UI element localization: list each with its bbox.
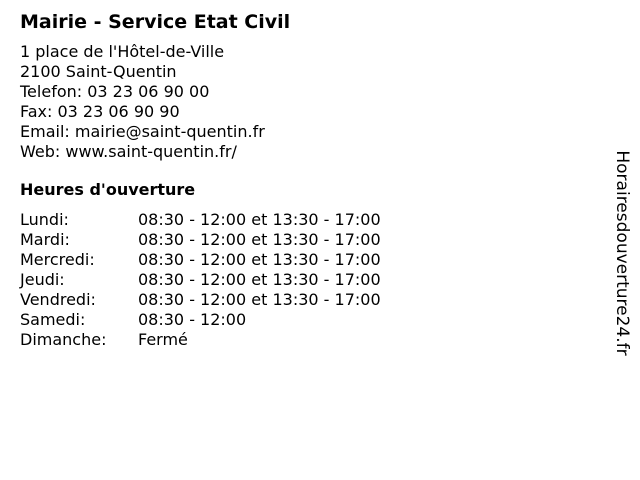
hours-row-saturday <box>20 310 580 330</box>
office-card <box>20 10 580 350</box>
hours-row-thursday <box>20 270 580 290</box>
day-hours: 08:30 - 12:00 et 13:30 - 17:00 <box>138 210 381 229</box>
hours-row-tuesday <box>20 230 580 250</box>
city-address: 2100 Saint-Quentin <box>20 62 177 81</box>
website-address: Web: www.saint-quentin.fr/ <box>20 142 237 161</box>
phone-number: Telefon: 03 23 06 90 00 <box>20 82 210 101</box>
hours-row-wednesday <box>20 250 580 270</box>
day-label: Vendredi: <box>20 290 96 309</box>
opening-hours-table <box>20 210 580 350</box>
day-hours: 08:30 - 12:00 et 13:30 - 17:00 <box>138 230 381 249</box>
day-label: Lundi: <box>20 210 69 229</box>
hours-row-friday <box>20 290 580 310</box>
hours-row-monday <box>20 210 580 230</box>
opening-hours-heading: Heures d'ouverture <box>20 180 196 199</box>
day-label: Mardi: <box>20 230 70 249</box>
office-title: Mairie - Service Etat Civil <box>20 11 291 33</box>
day-hours: 08:30 - 12:00 et 13:30 - 17:00 <box>138 250 381 269</box>
day-label: Jeudi: <box>20 270 65 289</box>
day-hours: Fermé <box>138 330 188 349</box>
day-label: Mercredi: <box>20 250 95 269</box>
day-hours: 08:30 - 12:00 et 13:30 - 17:00 <box>138 270 381 289</box>
fax-number: Fax: 03 23 06 90 90 <box>20 102 180 121</box>
day-hours: 08:30 - 12:00 <box>138 310 247 329</box>
day-label: Samedi: <box>20 310 86 329</box>
email-address: Email: mairie@saint-quentin.fr <box>20 122 265 141</box>
street-address: 1 place de l'Hôtel-de-Ville <box>20 42 225 61</box>
day-label: Dimanche: <box>20 330 107 349</box>
day-hours: 08:30 - 12:00 et 13:30 - 17:00 <box>138 290 381 309</box>
hours-row-sunday <box>20 330 580 350</box>
site-watermark: Horairesdouverture24.fr <box>612 150 632 356</box>
